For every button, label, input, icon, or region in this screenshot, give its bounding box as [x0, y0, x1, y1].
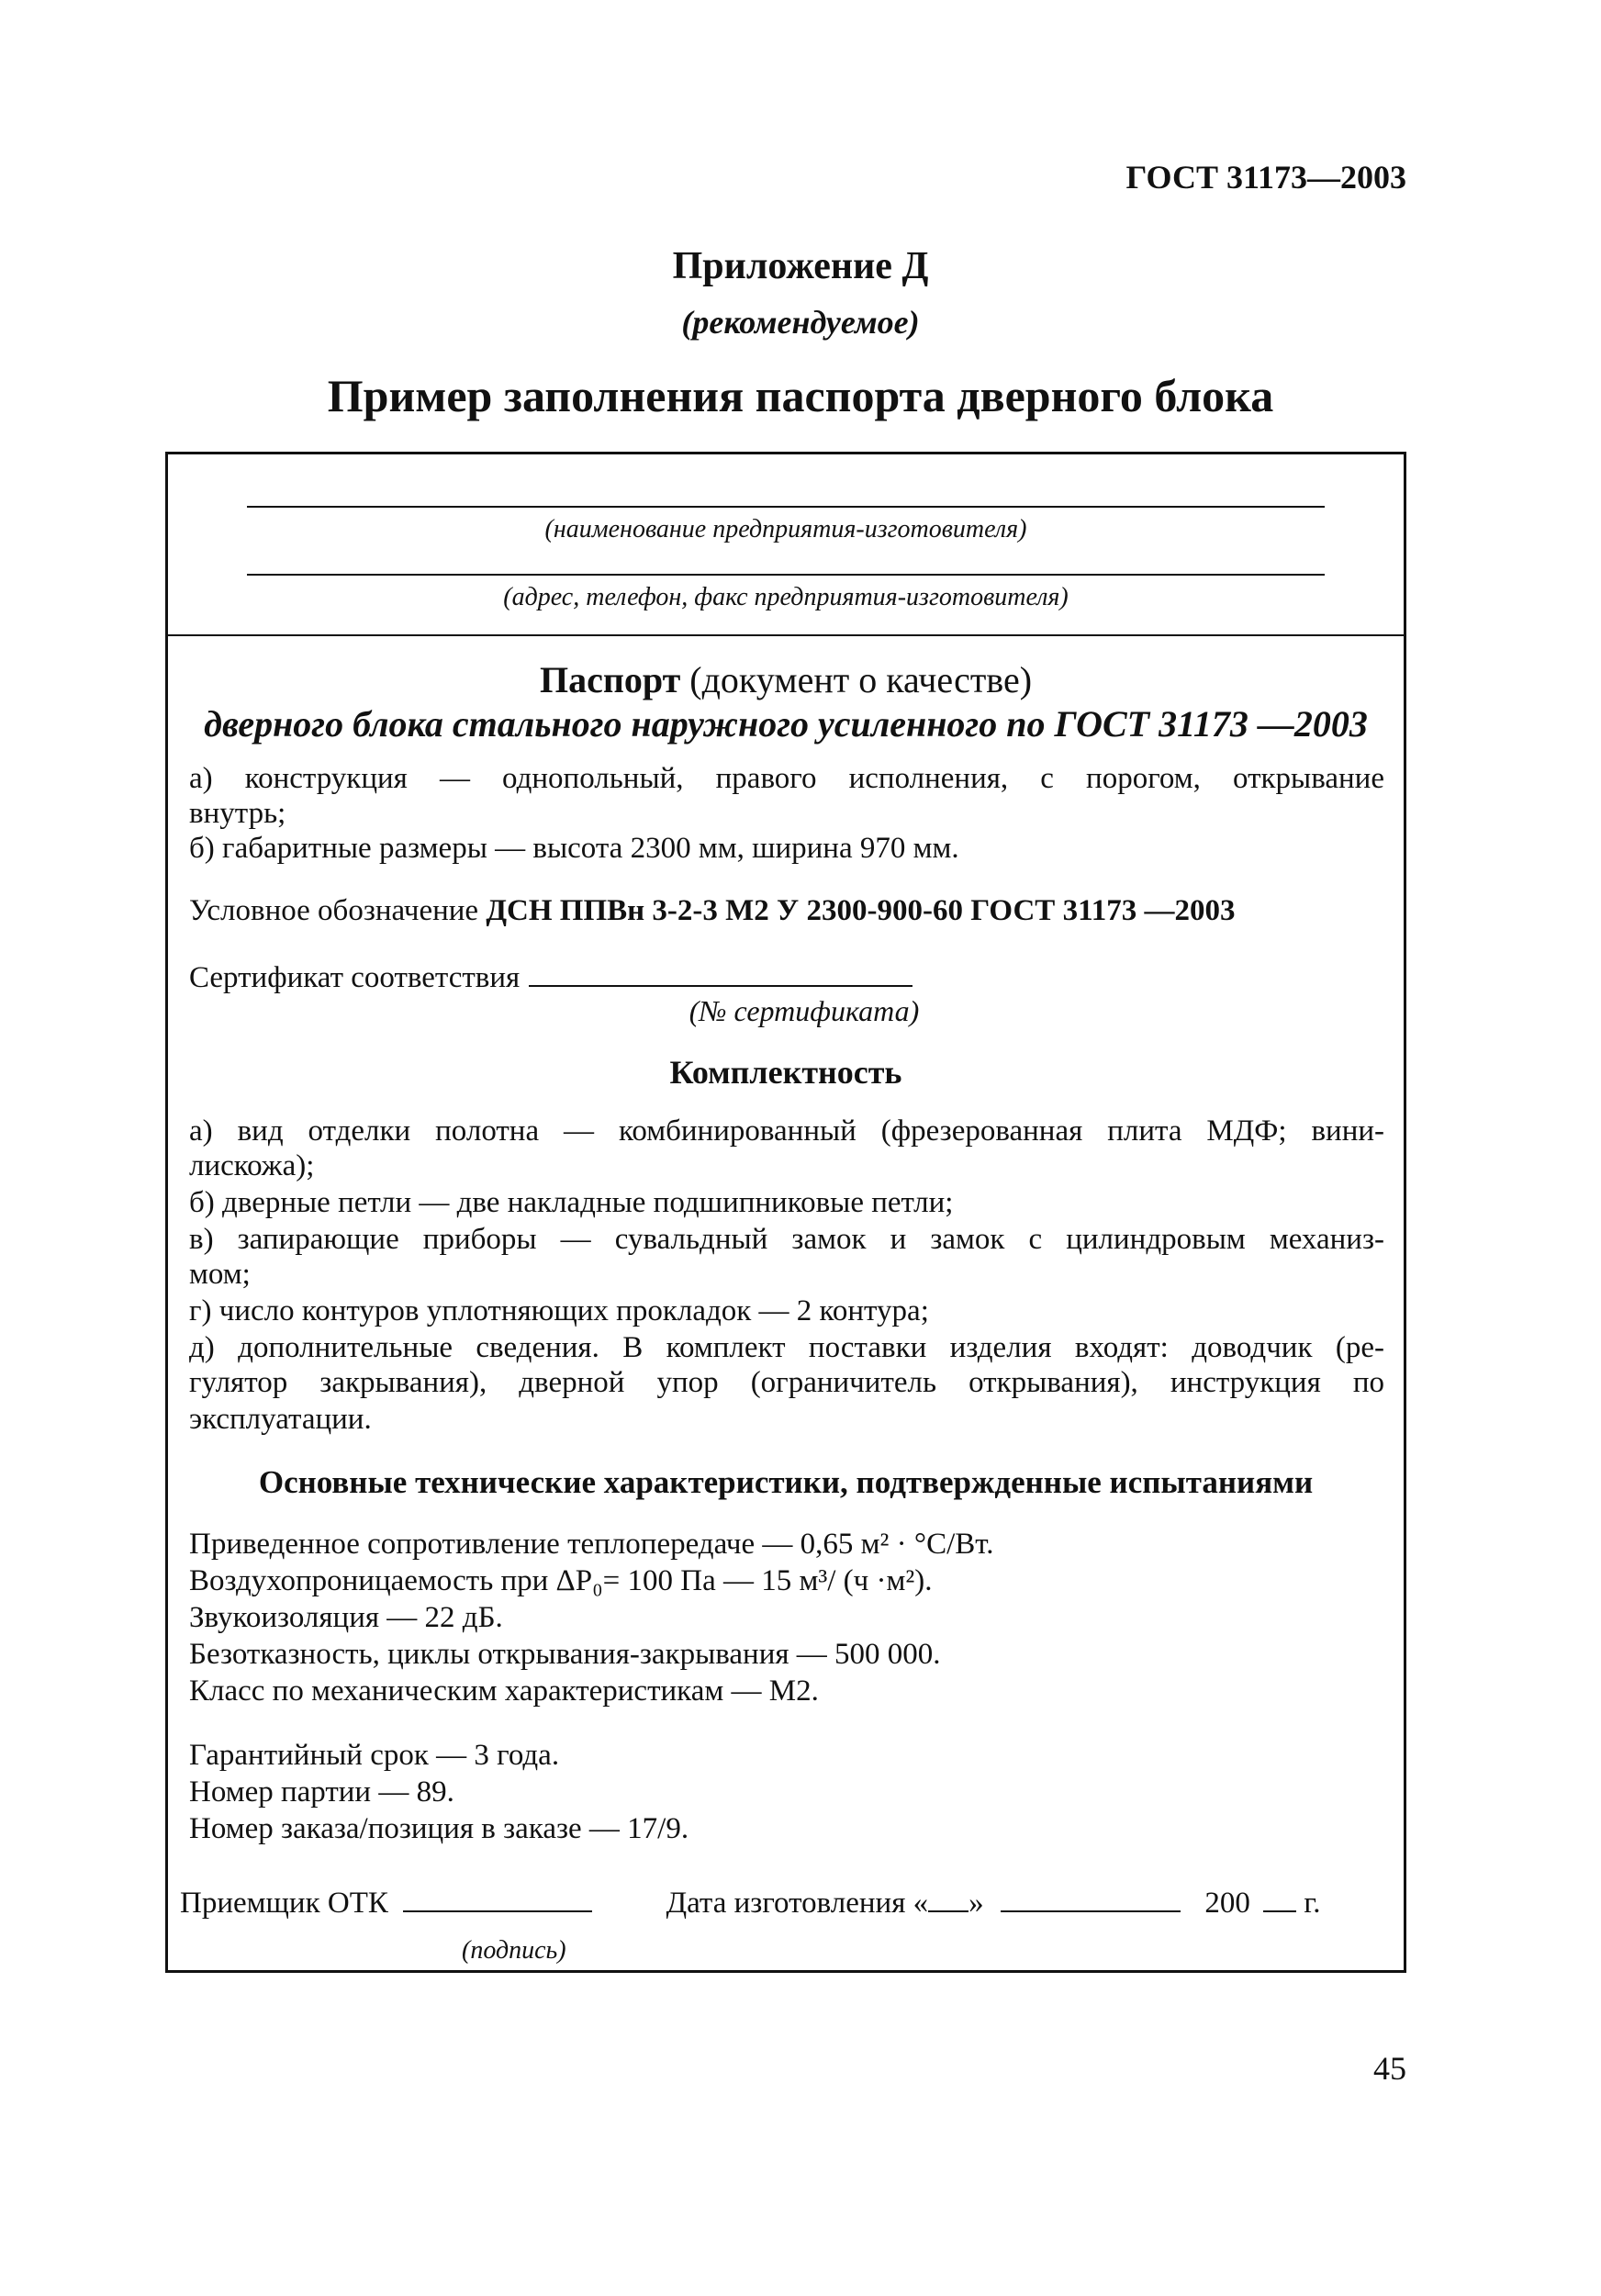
passport-title-rest: (документ о качестве)	[680, 659, 1033, 700]
warranty-item: Номер заказа/позиция в заказе — 17/9.	[189, 1812, 689, 1845]
signature-caption: (подпись)	[462, 1936, 566, 1965]
date-close: »	[968, 1887, 984, 1920]
certificate-number-field[interactable]	[529, 958, 912, 987]
construction-line-2: внутрь;	[189, 797, 286, 830]
passport-form-frame	[165, 452, 1406, 1973]
designation-line	[189, 893, 1236, 928]
acceptance-row	[180, 1885, 1320, 1921]
year-suffix: г.	[1304, 1887, 1321, 1920]
passport-title	[168, 658, 1404, 701]
completeness-item: г) число контуров уплотняющих прокладок — 2 контура;	[189, 1294, 929, 1327]
manufacturer-name-line	[247, 506, 1325, 508]
page-number: 45	[1373, 2050, 1406, 2087]
tech-item: Приведенное сопротивление теплопередаче — 0,65 м² · °С/Вт.	[189, 1528, 994, 1561]
date-month-field[interactable]	[1001, 1885, 1181, 1912]
completeness-item: а) вид отделки полотна — комбинированный (фрезерованная плита МДФ; вини-	[189, 1114, 1384, 1148]
certificate-line	[189, 958, 912, 995]
completeness-item: гулятор закрывания), дверной упор (ограничитель открывания), инструкция по	[189, 1366, 1384, 1399]
tech-item: Воздухопроницаемость при ΔP₀= 100 Па — 15 м³/ (ч ·м²).	[189, 1564, 933, 1597]
date-day-field[interactable]	[928, 1885, 968, 1912]
date-year-field[interactable]	[1263, 1885, 1296, 1912]
address-caption: (адрес, телефон, факс предприятия-изготовителя)	[503, 583, 1069, 611]
tech-item: Безотказность, циклы открывания-закрывания — 500 000.	[189, 1638, 941, 1671]
completeness-title: Комплектность	[669, 1054, 902, 1091]
manufacturer-address-line	[247, 574, 1325, 576]
date-label: Дата изготовления «	[666, 1887, 929, 1920]
warranty-item: Гарантийный срок — 3 года.	[189, 1739, 560, 1772]
warranty-item: Номер партии — 89.	[189, 1775, 454, 1809]
appendix-note: (рекомендуемое)	[681, 304, 920, 341]
completeness-item: б) дверные петли — две накладные подшипниковые петли;	[189, 1186, 954, 1219]
completeness-item: в) запирающие приборы — сувальдный замок и замок с цилиндровым механиз-	[189, 1223, 1384, 1256]
completeness-item: д) дополнительные сведения. В комплект поставки изделия входят: доводчик (ре-	[189, 1331, 1384, 1364]
completeness-item: мом;	[189, 1258, 251, 1291]
passport-subtitle: дверного блока стального наружного усиленного по ГОСТ 31173 —2003	[204, 703, 1368, 745]
certificate-caption: (№ сертификата)	[689, 994, 920, 1027]
inspector-signature-field[interactable]	[403, 1885, 592, 1912]
section-divider	[168, 634, 1404, 636]
tech-item: Класс по механическим характеристикам — М2.	[189, 1674, 819, 1708]
designation-value: ДСН ППВн 3-2-3 М2 У 2300-900-60 ГОСТ 31173 —2003	[486, 894, 1236, 927]
tech-characteristics-title: Основные технические характеристики, подтвержденные испытаниями	[258, 1464, 1314, 1500]
completeness-item: лискожа);	[189, 1149, 315, 1182]
inspector-label: Приемщик ОТК	[180, 1887, 388, 1920]
doc-code: ГОСТ 31173—2003	[1125, 159, 1406, 196]
completeness-item: эксплуатации.	[189, 1403, 372, 1436]
year-prefix: 200	[1204, 1887, 1250, 1920]
manufacturer-caption: (наименование предприятия-изготовителя)	[544, 515, 1027, 543]
appendix-title: Приложение Д	[672, 245, 929, 287]
main-title: Пример заполнения паспорта дверного блока	[327, 370, 1274, 421]
tech-item: Звукоизоляция — 22 дБ.	[189, 1601, 503, 1634]
designation-label: Условное обозначение	[189, 894, 487, 927]
certificate-label: Сертификат соответствия	[189, 961, 521, 994]
dimensions-line: б) габаритные размеры — высота 2300 мм, ширина 970 мм.	[189, 832, 959, 865]
construction-line-1: а) конструкция — однопольный, правого исполнения, с порогом, открывание	[189, 762, 1384, 795]
passport-title-bold: Паспорт	[539, 659, 681, 700]
